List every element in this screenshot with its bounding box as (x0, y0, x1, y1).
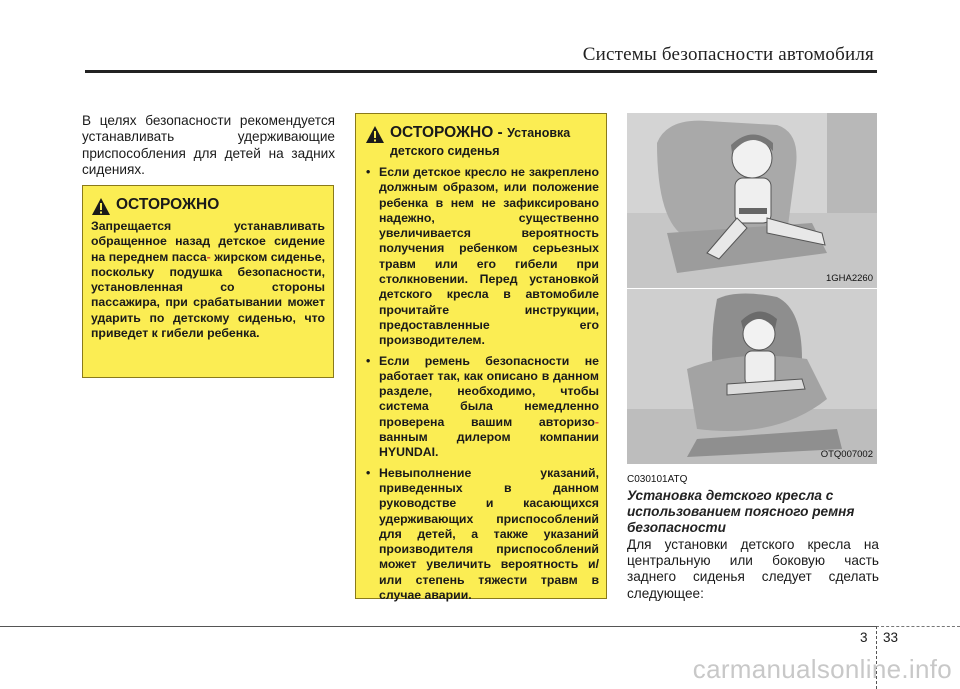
figure-child-seat (627, 289, 877, 464)
warning-subtitle-part1: Установка (507, 126, 571, 140)
page-number: 33 (883, 630, 899, 645)
hyphen-mark: - (206, 249, 211, 264)
warning-title-block (390, 124, 570, 160)
figure-label: 1GHA2260 (825, 273, 873, 284)
footer-divider (0, 626, 876, 627)
child-booster-seat-illustration-icon (627, 113, 877, 288)
bullet-item (365, 354, 599, 461)
warning-text-part1: Запрещается устанавливать обращенное назад детское сидение на переднем пасса (91, 219, 325, 264)
warning-header (365, 124, 599, 160)
warning-box-child-seat (355, 113, 607, 603)
intro-column (82, 113, 335, 179)
warning-triangle-icon (365, 125, 385, 144)
warning-title: ОСТОРОЖНО - (390, 124, 503, 141)
warning-text (91, 219, 325, 341)
warning-header (91, 196, 325, 216)
child-car-seat-illustration-icon (627, 289, 877, 464)
figure-label: OTQ007002 (820, 449, 873, 460)
watermark: carmanualsonline.info (692, 654, 952, 684)
intro-text: В целях безопасности рекомендуется устанавливать удерживающие приспособления для детей на задних сидениях. (82, 113, 335, 178)
bullet-item: • Невыполнение указаний, приведенных в данном руководстве и касающихся удерживающих приспособлений для детей, а также указаний производителя приспособлений может увеличить вероятность и/или степень тяжести травм в случае аварии. (365, 466, 599, 604)
section-code: C030101ATQ (627, 474, 688, 485)
bullet-text-part1: Если ремень безопасности не работает так, как описано в данном разделе, необходимо, чтобы система была немедленно проверена вашим авторизо (379, 353, 599, 429)
bullet-text-part2: ванным дилером компании HYUNDAI. (379, 430, 599, 460)
warning-subtitle-part2: детского сиденья (390, 144, 500, 158)
warning-triangle-icon (91, 197, 111, 216)
bullet-item: • Если детское кресло не закреплено должным образом, или положение ребенка в нем не зафиксировано надежно, существенно увеличивается вероятность получения ребенком серьезных травм или его гибели при столкновении. Перед установкой детского кресла в автомобиле прочитайте инструкции, предоставленные его производителем. (365, 165, 599, 349)
section-body: Для установки детского кресла на центральную или боковую часть заднего сиденья следует сделать следующее: (627, 537, 879, 601)
warning-box-front-seat (82, 185, 334, 378)
warning-bullet-list (365, 165, 599, 603)
header-divider (85, 70, 877, 73)
figure-booster-seat (627, 113, 877, 288)
hyphen-mark: - (594, 414, 599, 429)
chapter-number: 3 (860, 630, 868, 645)
warning-text-part2: жирском сиденье, поскольку подушка безопасности, установленная со стороны пассажира, при срабатывании может ударить по детскому сиденью, что приведет к гибели ребенка. (91, 249, 325, 341)
page-header-title: Системы безопасности автомобиля (582, 44, 874, 65)
footer-divider-dashed (876, 626, 960, 628)
section-title: Установка детского кресла с использованием поясного ремня безопасности (627, 488, 855, 535)
warning-title: ОСТОРОЖНО (116, 196, 220, 213)
